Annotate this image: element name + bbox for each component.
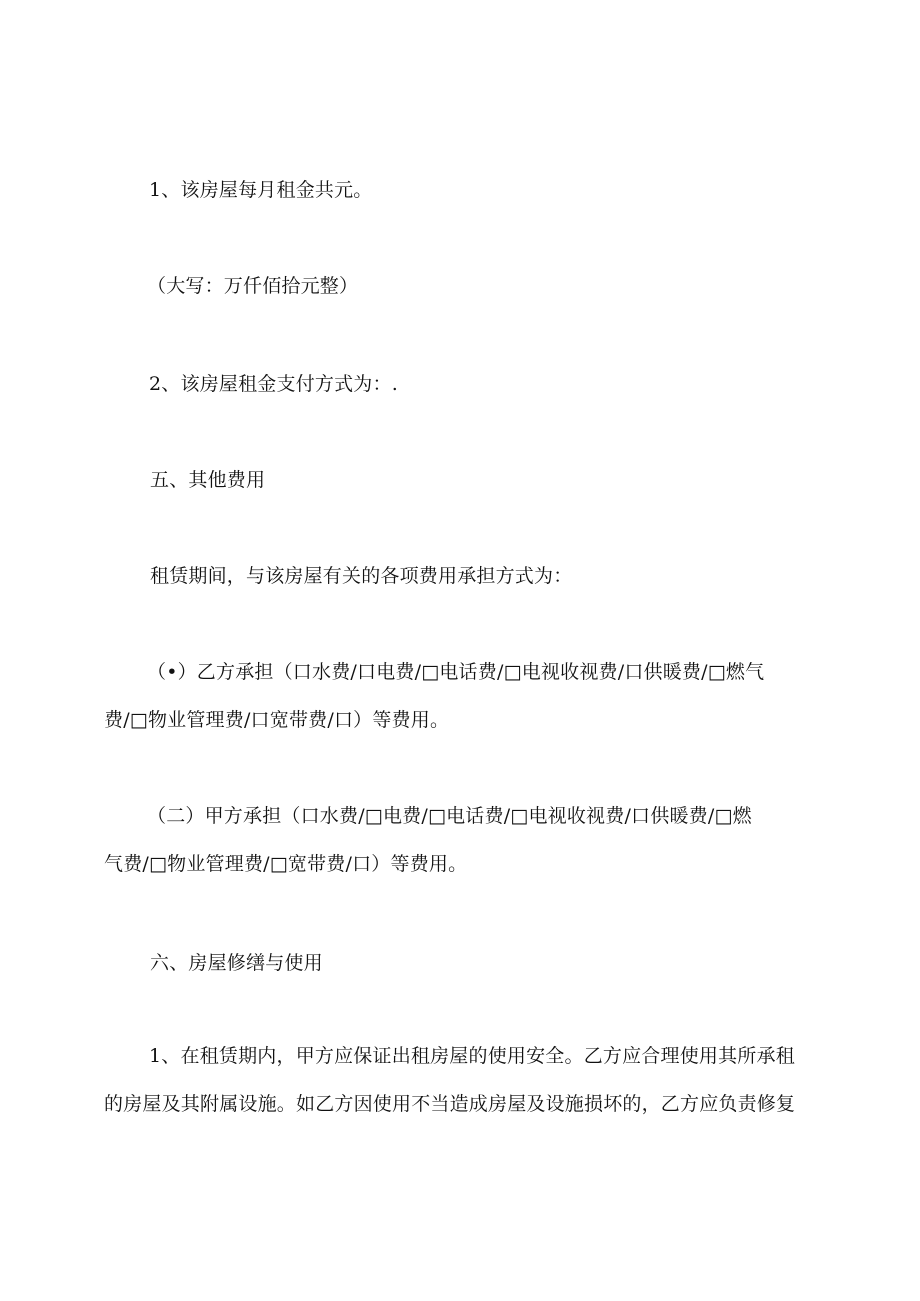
section-five-heading: 五、其他费用	[150, 469, 266, 491]
landlord-fees-line-2: 气费/□物业管理费/□宽带费/口）等费用。	[104, 853, 468, 875]
rent-payment-method-line: 2、该房屋租金支付方式为：.	[149, 373, 398, 395]
repair-paragraph-line-2: 的房屋及其附属设施。如乙方因使用不当造成房屋及设施损坏的，乙方应负责修复	[104, 1093, 796, 1115]
rent-amount-line: 1、该房屋每月租金共元。	[149, 179, 373, 201]
fees-intro-line: 租赁期间，与该房屋有关的各项费用承担方式为：	[150, 565, 573, 587]
rent-uppercase-line: （大写：万仟佰拾元整）	[147, 275, 359, 297]
tenant-fees-line-2: 费/□物业管理费/口宽带费/口）等费用。	[104, 709, 450, 731]
section-six-heading: 六、房屋修缮与使用	[150, 952, 323, 974]
landlord-fees-line-1: （二）甲方承担（口水费/□电费/□电话费/□电视收视费/口供暖费/□燃	[147, 805, 752, 827]
repair-paragraph-line-1: 1、在租赁期内，甲方应保证出租房屋的使用安全。乙方应合理使用其所承租	[149, 1045, 795, 1067]
tenant-fees-line-1: （•）乙方承担（口水费/口电费/□电话费/□电视收视费/口供暖费/□燃气	[147, 661, 765, 683]
